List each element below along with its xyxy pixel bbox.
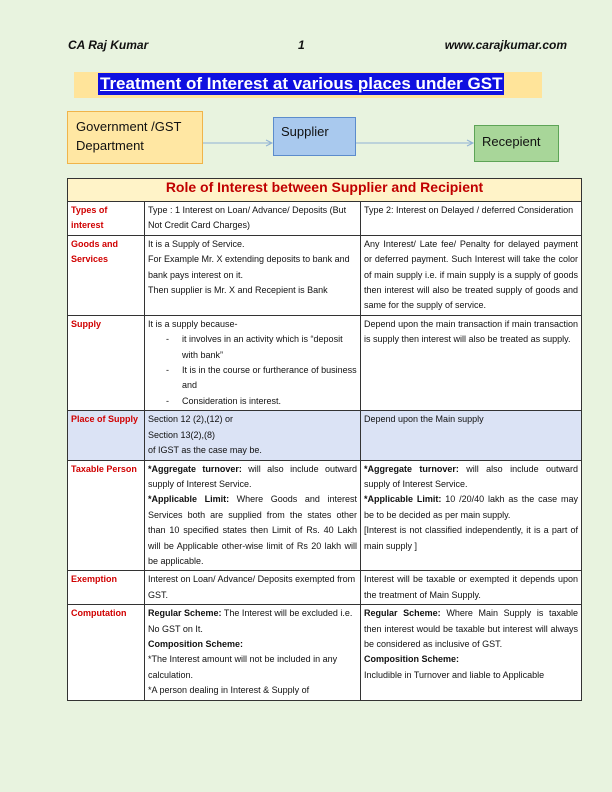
table-row-supply	[68, 315, 582, 410]
goods-col1-line: Then supplier is Mr. X and Recepient is Bank	[148, 285, 328, 296]
taxable-col2-note: [Interest is not classified independently, it is a part of main supply ]	[364, 525, 579, 551]
aggregate-label: *Aggregate turnover:	[148, 463, 242, 474]
regular-scheme-text: Where Main Supply is taxable then interest would be taxable but interest will always be considered as inclusive of GST.	[364, 608, 579, 649]
computation-col1-regular	[148, 606, 357, 637]
composition-label-text: Composition Scheme:	[148, 638, 244, 649]
taxable-col2-aggregate	[364, 462, 578, 493]
page-title: Treatment of Interest at various places under GST	[100, 74, 503, 93]
table-row-computation	[68, 605, 582, 700]
taxable-col1-limit	[148, 492, 357, 569]
taxable-col2	[361, 460, 582, 571]
flow-recipient-box: Recepient	[474, 125, 559, 162]
place-col1-line: Section 13(2),(8)	[148, 429, 216, 440]
place-col1	[145, 411, 361, 460]
flow-supplier-box: Supplier	[273, 117, 356, 156]
header-website[interactable]: www.carajkumar.com	[444, 38, 567, 52]
table-caption: Role of Interest between Supplier and Recipient	[68, 179, 582, 202]
exemption-col2: Interest will be taxable or exempted it depends upon the treatment of Main Supply.	[361, 571, 582, 605]
supply-col2: Depend upon the main transaction if main transaction is supply then interest will also be treated as supply.	[361, 315, 582, 410]
row-label-goods: Goods and Services	[68, 235, 145, 315]
taxable-col1	[145, 460, 361, 571]
composition-scheme-label	[148, 637, 357, 652]
header-author: CA Raj Kumar	[68, 38, 149, 52]
aggregate-text: will also include outward supply of Interest Service.	[364, 463, 579, 489]
limit-text: Where Goods and interest Services both are supplied from the states other than 10 specified states then Limit of Rs. 40 Lakh will be Applicable other-wise limit of Rs 20 lakh will be applicable.	[148, 494, 357, 566]
limit-text: 10 /20/40 lakh as the case may be to be decided as per main supply.	[364, 494, 579, 520]
goods-col2: Any Interest/ Late fee/ Penalty for delayed payment or deferred payment. Such Interest will take the color of main supply i.e. if main supply is a supply of goods then interest will also be treated supply of goods and same for the supply of service.	[361, 235, 582, 315]
limit-label: *Applicable Limit:	[364, 494, 442, 505]
computation-col2-regular	[364, 606, 578, 652]
row-label-place: Place of Supply	[68, 411, 145, 460]
flow-arrows	[0, 0, 612, 200]
table-row-types	[68, 202, 582, 236]
regular-scheme-label: Regular Scheme:	[364, 608, 441, 619]
row-label-types: Types of interest	[68, 202, 145, 236]
taxable-col2-limit	[364, 492, 578, 523]
computation-col1	[145, 605, 361, 700]
goods-col1-line: It is a Supply of Service.	[148, 238, 245, 249]
aggregate-text: will also include outward supply of Interest Service.	[148, 463, 357, 489]
taxable-col1-aggregate	[148, 462, 357, 493]
types-col1: Type : 1 Interest on Loan/ Advance/ Deposits (But Not Credit Card Charges)	[145, 202, 361, 236]
place-col1-line: Section 12 (2),(12) or	[148, 414, 234, 425]
row-label-exemption: Exemption	[68, 571, 145, 605]
place-col2: Depend upon the Main supply	[361, 411, 582, 460]
composition-scheme-label	[364, 652, 578, 667]
composition-line: *A person dealing in Interest & Supply of	[148, 685, 310, 696]
flow-government-box: Government /GST Department	[67, 111, 203, 164]
row-label-supply: Supply	[68, 315, 145, 410]
supply-col1	[145, 315, 361, 410]
row-label-computation: Computation	[68, 605, 145, 700]
aggregate-label: *Aggregate turnover:	[364, 463, 459, 474]
limit-label: *Applicable Limit:	[148, 494, 230, 505]
exemption-col1: Interest on Loan/ Advance/ Deposits exempted from GST.	[145, 571, 361, 605]
table-caption-row	[68, 179, 582, 202]
row-label-taxable: Taxable Person	[68, 460, 145, 571]
goods-col1	[145, 235, 361, 315]
goods-col1-line: For Example Mr. X extending deposits to bank and bank pays interest on it.	[148, 254, 350, 280]
composition-text: Includible in Turnover and liable to Applicable	[364, 669, 545, 680]
regular-scheme-text: The Interest will be excluded i.e. No GST on It.	[148, 608, 353, 634]
supply-col1-intro: It is a supply because-	[148, 318, 238, 329]
table-row-taxable	[68, 460, 582, 571]
table-row-goods	[68, 235, 582, 315]
place-col1-line: of IGST as the case may be.	[148, 445, 262, 456]
list-item: - it involves in an activity which is “deposit with bank”	[166, 332, 357, 363]
interest-role-table	[67, 178, 582, 701]
supply-col1-points	[148, 332, 357, 409]
computation-col2	[361, 605, 582, 700]
list-item: - Consideration is interest.	[166, 394, 357, 409]
list-item: - It is in the course or furtherance of business and	[166, 363, 357, 394]
regular-scheme-label: Regular Scheme:	[148, 608, 222, 619]
composition-line: *The Interest amount will not be included in any calculation.	[148, 654, 338, 680]
header-page-number: 1	[298, 38, 305, 52]
types-col2: Type 2: Interest on Delayed / deferred Consideration	[361, 202, 582, 236]
composition-label-text: Composition Scheme:	[364, 654, 460, 665]
table-row-exemption	[68, 571, 582, 605]
table-row-place	[68, 411, 582, 460]
